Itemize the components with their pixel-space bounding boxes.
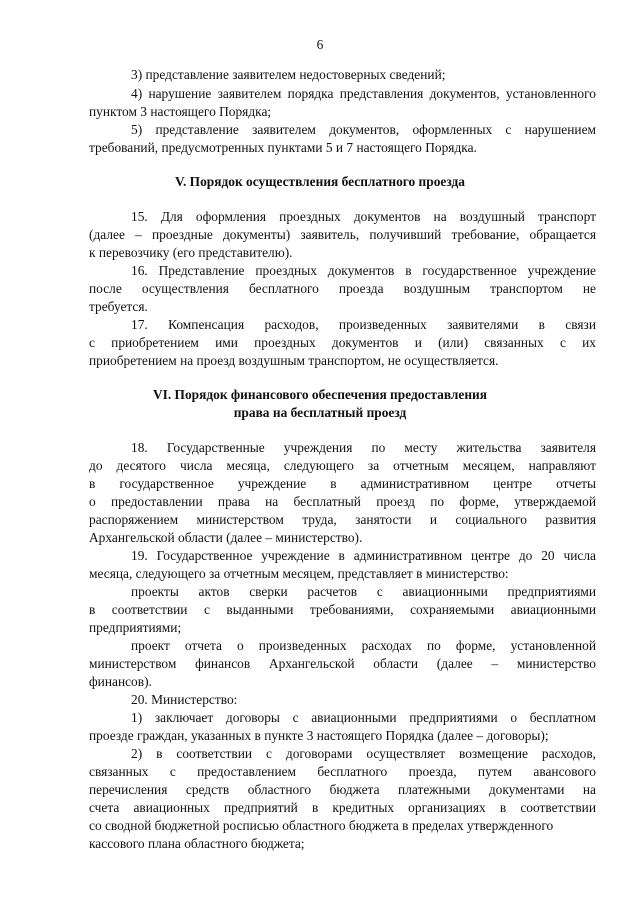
text-line: связанных с предоставлением бесплатного проезда, путем авансового — [89, 764, 596, 779]
text-line: предприятиями; — [89, 620, 182, 635]
text-line: 4) нарушение заявителем порядка представления документов, установленного — [131, 86, 596, 101]
text-line: в соответствии с выданными требованиями, сохраняемыми авиационными — [89, 602, 596, 617]
text-line: (далее – проездные документы) заявитель, получивший требование, обращается — [89, 227, 596, 242]
text-line: 20. Министерство: — [131, 692, 238, 707]
page-number: 6 — [316, 37, 324, 52]
text-line: перечисления средств областного бюджета платежными документами на — [89, 782, 596, 797]
text-line: кассового плана областного бюджета; — [89, 836, 305, 851]
text-line: 15. Для оформления проездных документов на воздушный транспорт — [131, 209, 596, 224]
text-line: министерством финансов Архангельской области (далее – министерство — [89, 656, 596, 671]
text-line: 2) в соответствии с договорами осуществляет возмещение расходов, — [131, 746, 596, 761]
text-line: требуется. — [89, 299, 148, 314]
text-line: с приобретением ими проездных документов и (или) связанных с их — [89, 335, 596, 350]
text-line: 18. Государственные учреждения по месту жительства заявителя — [131, 440, 596, 455]
text-line: 17. Компенсация расходов, произведенных заявителями в связи — [131, 317, 596, 332]
text-line: после осуществления бесплатного проезда воздушным транспортом не — [89, 281, 596, 296]
text-line: о предоставлении права на бесплатный проезд по форме, утверждаемой — [89, 494, 596, 509]
section-heading: VI. Порядок финансового обеспечения предоставления — [152, 387, 488, 402]
text-line: проект отчета о произведенных расходах по форме, установленной — [131, 638, 596, 653]
text-line: со сводной бюджетной росписью областного бюджета в пределах утвержденного — [89, 818, 554, 833]
text-line: к перевозчику (его представителю). — [89, 245, 293, 260]
text-line: Архангельской области (далее – министерство). — [89, 530, 363, 545]
text-line: финансов). — [89, 674, 152, 689]
text-line: до десятого числа месяца, следующего за отчетным месяцем, направляют — [89, 458, 596, 473]
text-line: 19. Государственное учреждение в административном центре до 20 числа — [131, 548, 596, 563]
section-heading-continued: права на бесплатный проезд — [233, 405, 407, 420]
text-line: распоряжением министерством труда, занятости и социального развития — [89, 512, 596, 527]
text-line: пунктом 3 настоящего Порядка; — [89, 104, 272, 119]
text-line: требований, предусмотренных пунктами 5 и 7 настоящего Порядка. — [89, 140, 477, 155]
text-line: проезде граждан, указанных в пункте 3 настоящего Порядка (далее – договоры); — [89, 728, 549, 743]
section-heading: V. Порядок осуществления бесплатного проезда — [175, 174, 465, 189]
text-line: 1) заключает договоры с авиационными предприятиями о бесплатном — [131, 710, 596, 725]
text-line: 5) представление заявителем документов, оформленных с нарушением — [131, 122, 596, 137]
text-line: 16. Представление проездных документов в государственное учреждение — [131, 263, 596, 278]
text-line: в государственное учреждение в административном центре отчеты — [89, 476, 596, 491]
text-line: месяца, следующего за отчетным месяцем, представляет в министерство: — [89, 566, 509, 581]
text-line: проекты актов сверки расчетов с авиационными предприятиями — [131, 584, 596, 599]
text-line: 3) представление заявителем недостоверных сведений; — [131, 67, 446, 82]
text-line: приобретением на проезд воздушным транспортом, не осуществляется. — [89, 353, 499, 368]
text-line: счета авиационных предприятий в кредитных организациях в соответствии — [89, 800, 596, 815]
